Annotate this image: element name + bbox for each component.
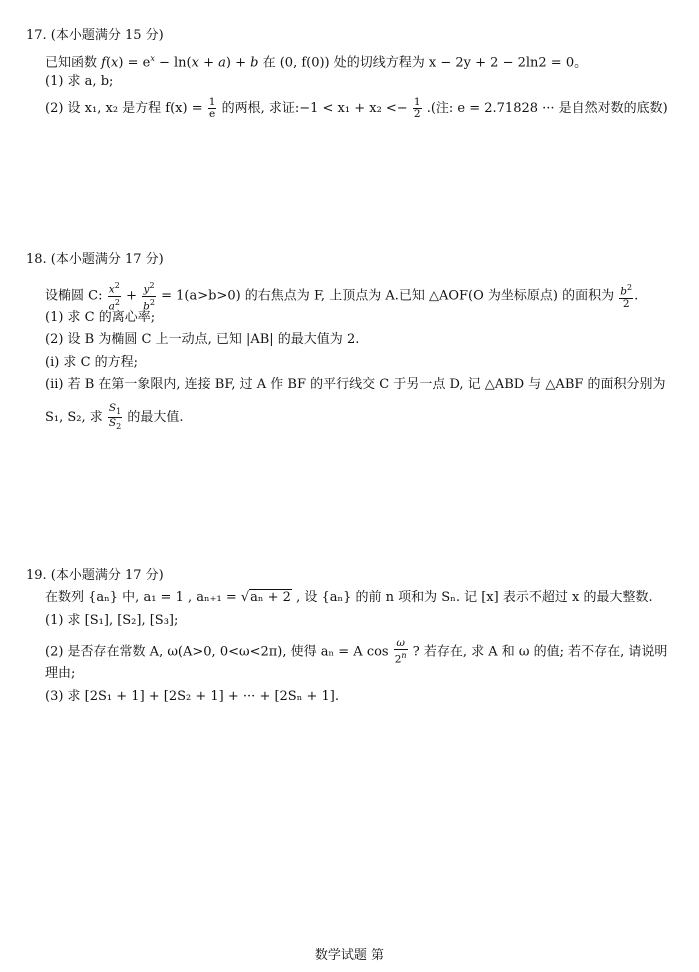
question-18-part-2i: (i) 求 C 的方程; bbox=[45, 355, 139, 370]
question-19-stem: 在数列 {aₙ} 中, a₁ = 1 , aₙ₊₁ = √aₙ + 2 , 设 {aₙ} 的前 n 项和为 Sₙ. 记 [x] 表示不超过 x 的最大整数. bbox=[45, 590, 653, 605]
page-footer: 数学试题 第 bbox=[314, 948, 385, 963]
question-18-header: 18. (本小题满分 17 分) bbox=[26, 252, 164, 267]
question-19-part-2: (2) 是否存在常数 A, ω(A>0, 0<ω<2π), 使得 aₙ = A cos $\frac{\omega}{2^n}$ ? 若存在, 求 A 和 ω 的值; 若不存在, 请说明 bbox=[45, 637, 668, 666]
question-18-stem: 设椭圆 C: $\frac{x^2}{a^2}$ + $\frac{y^2}{b^2}$ = 1(a>b>0) 的右焦点为 F, 上顶点为 A.已知 △AOF(O 为坐标原点) 的面积为 $\frac{b^2}{2}$ . bbox=[45, 281, 639, 312]
question-19-part-3: (3) 求 [2S₁ + 1] + [2S₂ + 1] + ··· + [2Sₙ + 1]. bbox=[45, 689, 339, 704]
question-17-stem: 已知函数 $f(x) = e^x - \ln(x + a) + b$ 在 (0, f(0)) 处的切线方程为 x − 2y + 2 − 2ln2 = 0。 bbox=[45, 54, 588, 71]
question-17-part-2: (2) 设 x₁, x₂ 是方程 f(x) = $\frac{1}{e}$ 的两根, 求证:−1 < x₁ + x₂ <− $\frac{1}{2}$ .(注: e = 2.71828 ··· 是自然对数的底数) bbox=[45, 96, 668, 120]
question-17-part-1: (1) 求 a, b; bbox=[45, 74, 114, 89]
question-19-part-1: (1) 求 [S₁], [S₂], [S₃]; bbox=[45, 613, 179, 628]
question-18-part-2ii: (ii) 若 B 在第一象限内, 连接 BF, 过 A 作 BF 的平行线交 C 于另一点 D, 记 △ABD 与 △ABF 的面积分别为 bbox=[45, 377, 666, 392]
question-18-part-1: (1) 求 C 的离心率; bbox=[45, 310, 156, 325]
question-17-header: 17. (本小题满分 15 分) bbox=[26, 28, 164, 43]
question-19-part-2-cont: 理由; bbox=[45, 666, 76, 681]
question-18-part-2: (2) 设 B 为椭圆 C 上一动点, 已知 |AB| 的最大值为 2. bbox=[45, 332, 360, 347]
question-18-part-2ii-cont: S₁, S₂, 求 $\frac{S_1}{S_2}$ 的最大值. bbox=[45, 402, 184, 432]
question-19-header: 19. (本小题满分 17 分) bbox=[26, 568, 164, 583]
